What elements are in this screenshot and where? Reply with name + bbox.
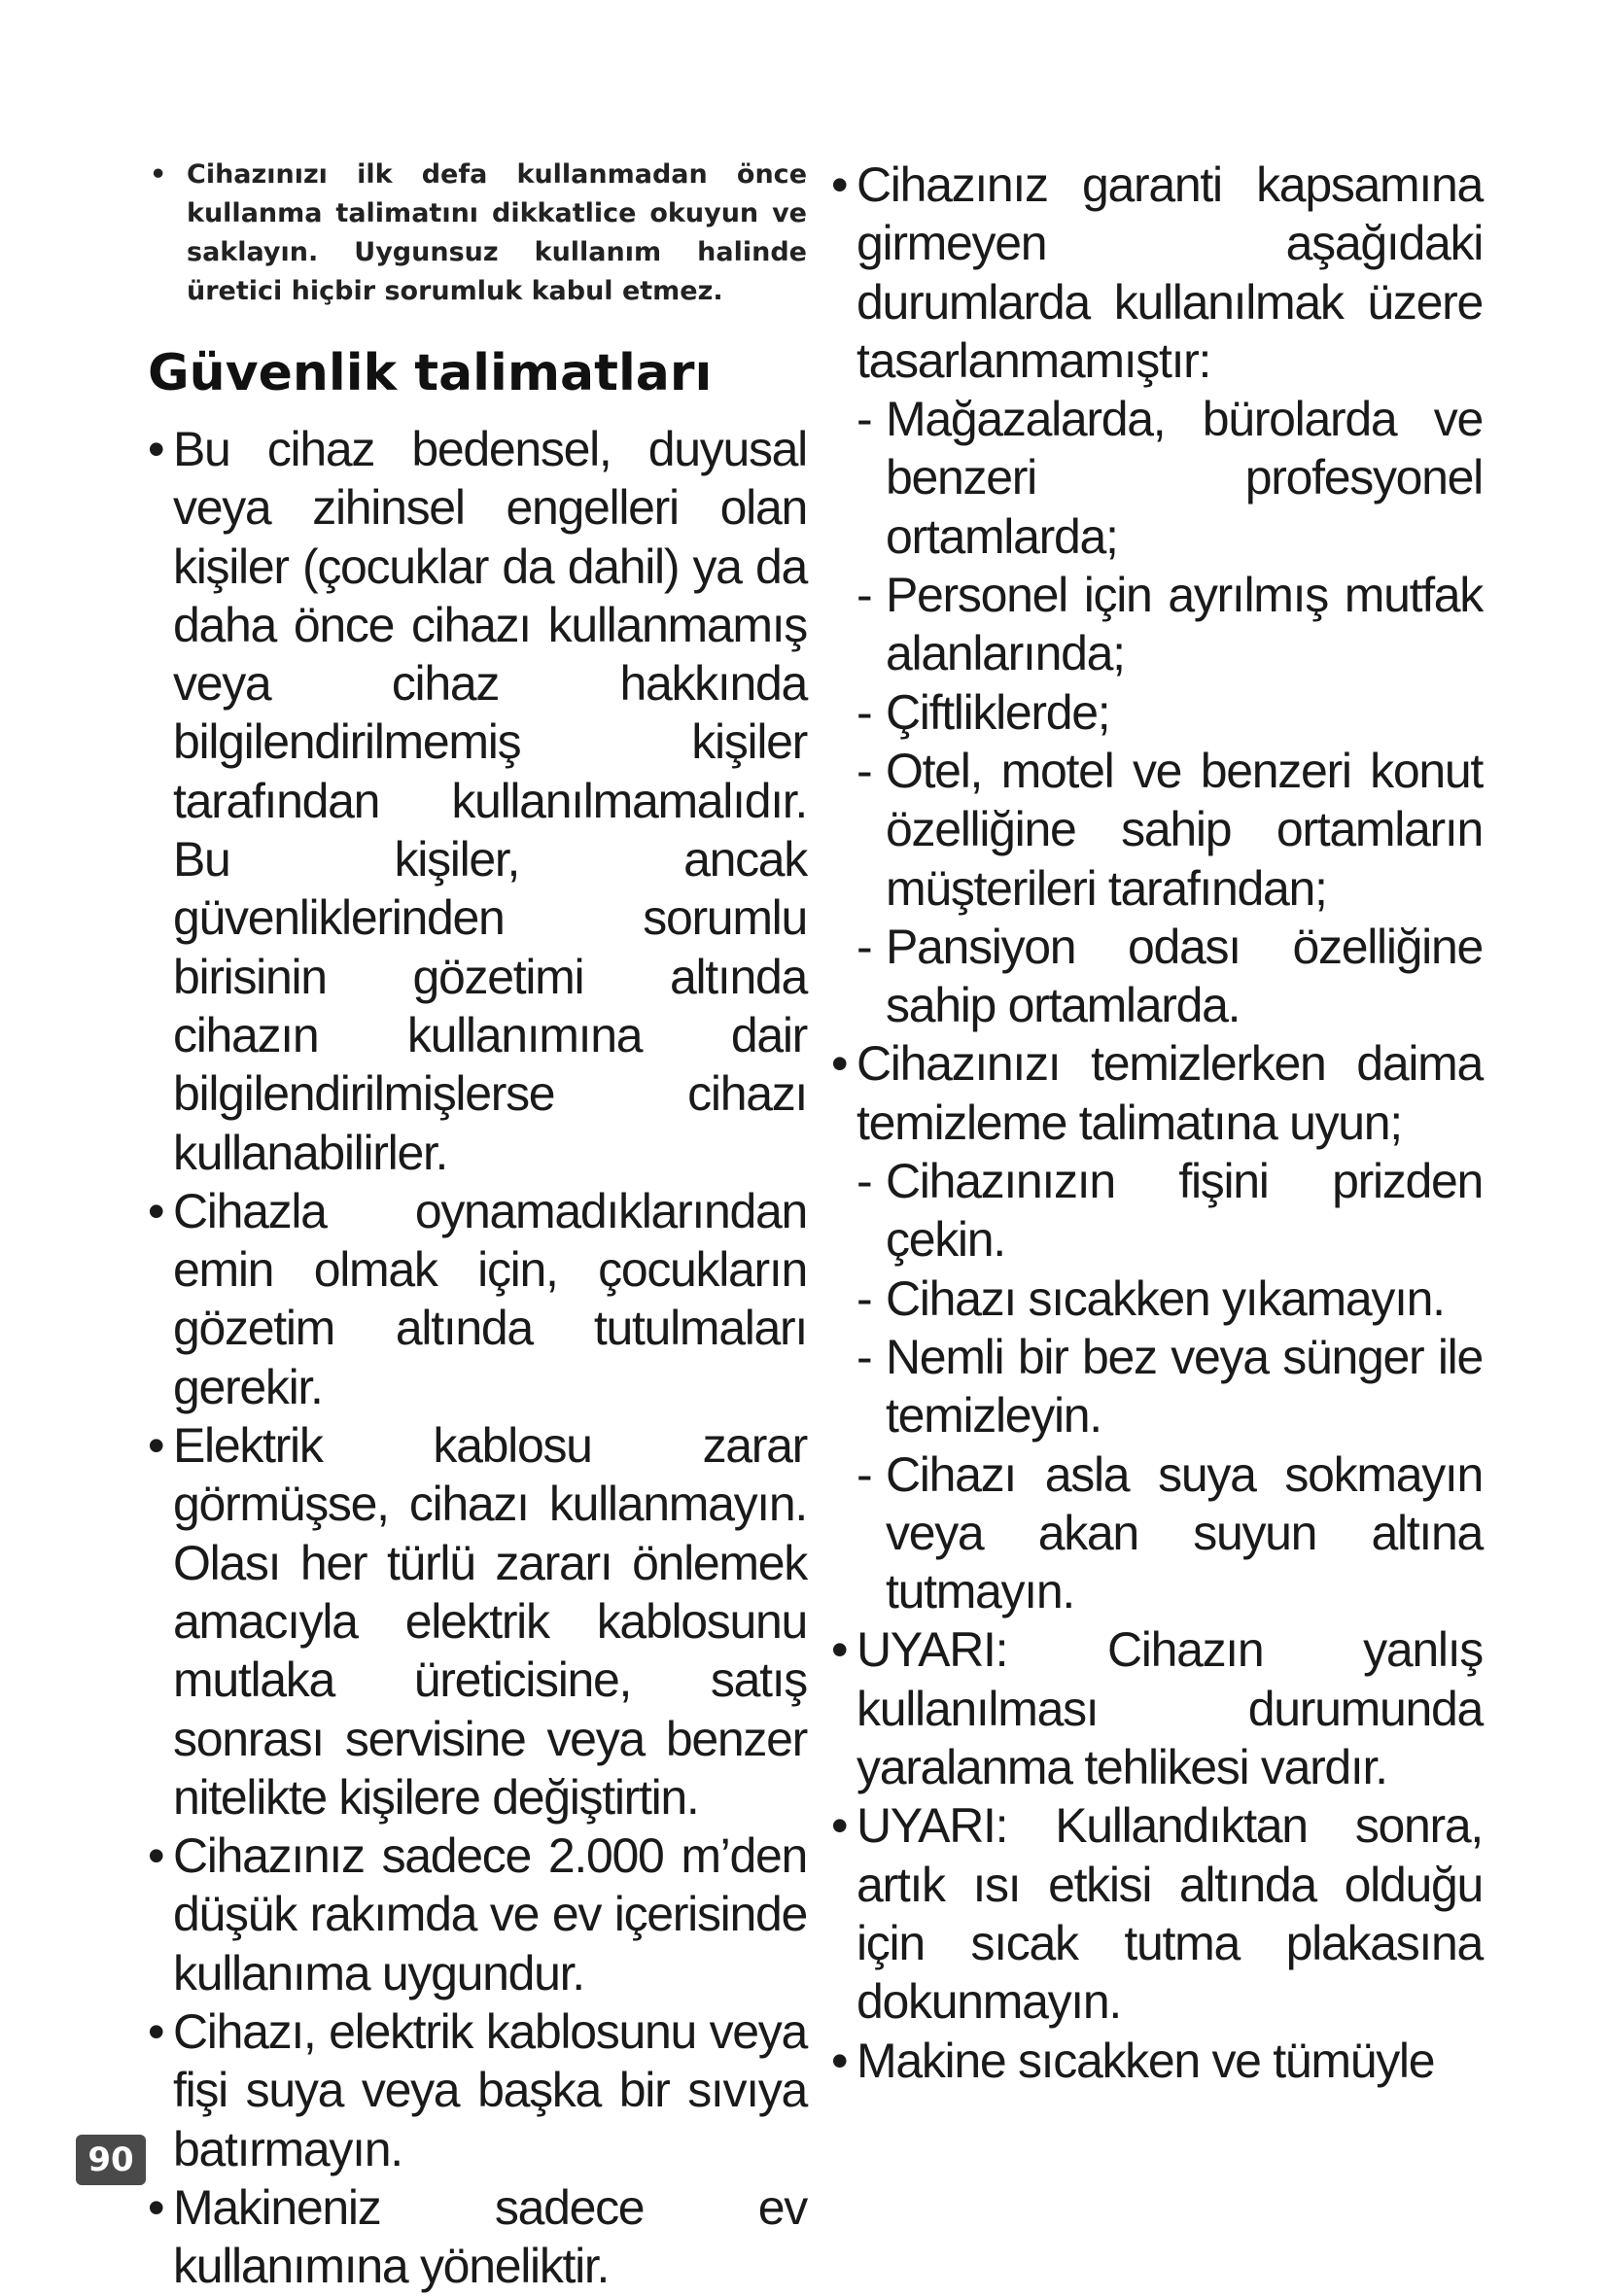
last-bullet: • Makine sıcakken ve tümüyle [831,2032,1483,2090]
bullet-item: • Elektrik kablosu zarar görmüşse, cihazı kullanmayın. Olası her türlü zararı önlemek amacıyla elektrik kablosunu mutlaka üreticisine, satış sonrası servisine veya benzer nitelikte kişilere değiştirtin. [148,1416,807,1826]
bullet-item: • Makineniz sadece ev kullanımına yöneliktir. [148,2178,807,2296]
warning-misuse-bullet: • UYARI: Cihazın yanlış kullanılması durumunda yaralanma tehlikesi vardır. [831,1620,1483,1796]
bullet-item: • Bu cihaz bedensel, duyusal veya zihinsel engelleri olan kişiler (çocuklar da dahil) ya da daha önce cihazı kullanmamış veya cihaz hakkında bilgilendirilmemiş kişiler tarafından kullanılmamalıdır. Bu kişiler, ancak güvenliklerinden sorumlu birisinin gözetimi altında cihazın kullanımına dair bilgilendirilmişlerse cihazı kullanabilirler. [148,420,807,1182]
warning-heat-bullet: • UYARI: Kullandıktan sonra, artık ısı etkisi altında olduğu için sıcak tutma plakasına dokunmayın. [831,1796,1483,2031]
warranty-sub-item: - Otel, motel ve benzeri konut özelliğine sahip ortamların müşterileri tarafından; [831,742,1483,918]
warranty-bullet: • Cihazınız garanti kapsamına girmeyen aşağıdaki durumlarda kullanılmak üzere tasarlanmamıştır: [831,156,1483,390]
left-column [148,156,807,2296]
right-column [831,156,1483,2090]
warranty-sub-item: - Pansiyon odası özelliğine sahip ortamlarda. [831,918,1483,1035]
bullet-item: • Cihazla oynamadıklarından emin olmak için, çocukların gözetim altında tutulmaları gerekir. [148,1182,807,1416]
cleaning-sub-item: - Nemli bir bez veya sünger ile temizleyin. [831,1328,1483,1445]
warranty-sub-item: - Çiftliklerde; [831,683,1483,742]
intro-note: • Cihazınızı ilk defa kullanmadan önce kullanma talimatını dikkatlice okuyun ve saklayın. Uygunsuz kullanım halinde üretici hiçbir sorumluk kabul etmez. [148,156,807,311]
cleaning-sub-item: - Cihazınızın fişini prizden çekin. [831,1152,1483,1270]
bullet-item: • Cihazınız sadece 2.000 m’den düşük rakımda ve ev içerisinde kullanıma uygundur. [148,1826,807,2002]
cleaning-sub-item: - Cihazı asla suya sokmayın veya akan suyun altına tutmayın. [831,1445,1483,1621]
warranty-sub-item: - Personel için ayrılmış mutfak alanlarında; [831,566,1483,683]
page-number-badge: 90 [76,2135,146,2185]
bullet-item: • Cihazı, elektrik kablosunu veya fişi suya veya başka bir sıvıya batırmayın. [148,2002,807,2178]
cleaning-sub-item: - Cihazı sıcakken yıkamayın. [831,1270,1483,1328]
section-title: Güvenlik talimatları [148,344,713,402]
cleaning-bullet: • Cihazınızı temizlerken daima temizleme talimatına uyun; [831,1034,1483,1152]
warranty-sub-item: - Mağazalarda, bürolarda ve benzeri profesyonel ortamlarda; [831,390,1483,566]
